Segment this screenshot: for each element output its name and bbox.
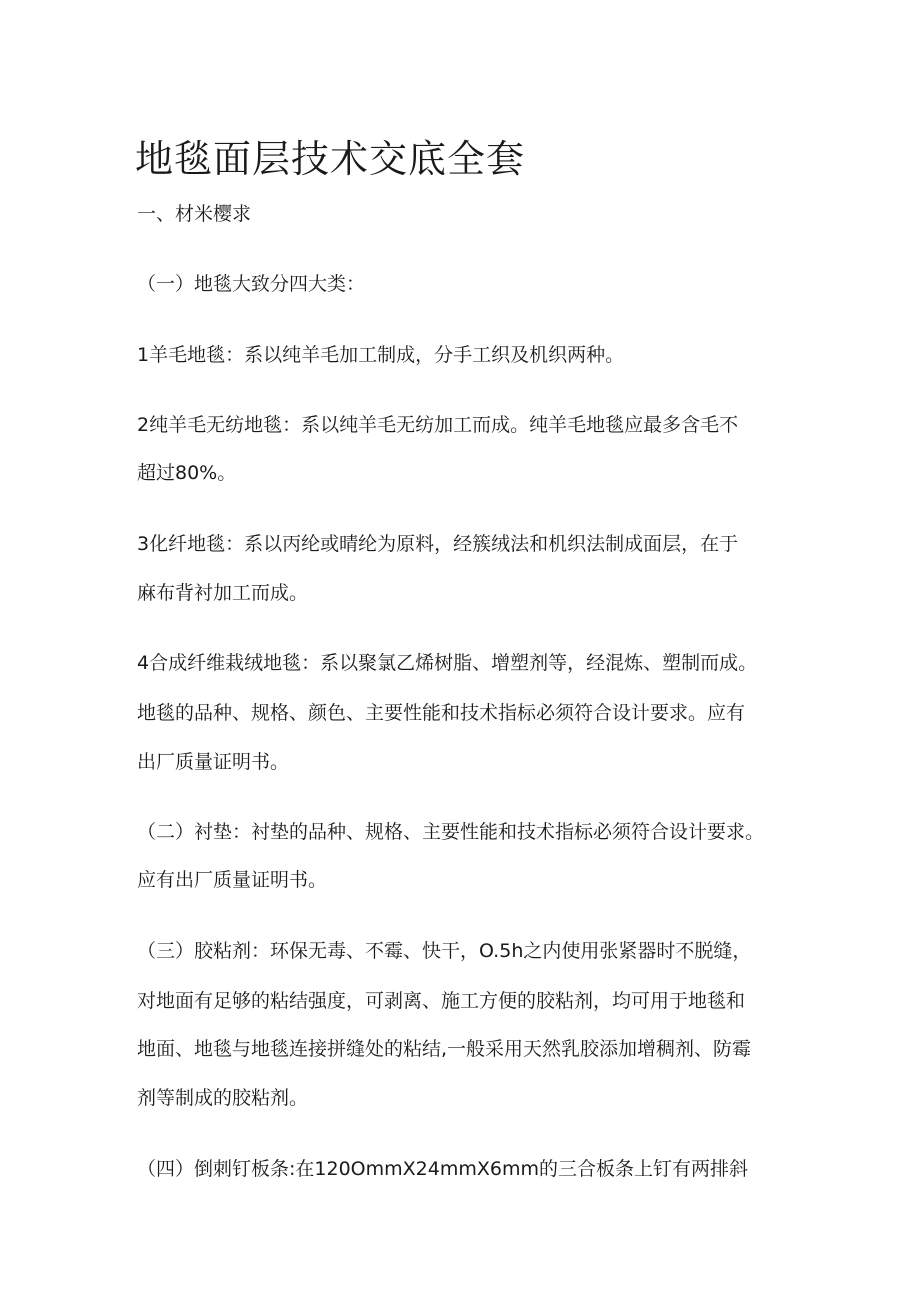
- item-2-text-line-2: 超过80%。: [137, 462, 237, 484]
- subsection-3-line-2: 对地面有足够的粘结强度，可剥离、施工方便的胶粘剂，均可用于地毯和: [137, 990, 746, 1012]
- section-heading: 一、材米樱求: [137, 203, 252, 225]
- subsection-3-line-3: 地面、地毯与地毯连接拼缝处的粘结,一般采用天然乳胶添加增稠剂、防霉: [137, 1038, 752, 1060]
- item-4-text-line-2: 地毯的品种、规格、颜色、主要性能和技术指标必须符合设计要求。应有: [137, 702, 746, 724]
- item-4-text-line-1: 4合成纤维栽绒地毯：系以聚氯乙烯树脂、增塑剂等，经混炼、塑制而成。: [137, 652, 758, 674]
- subsection-1-heading: （一）地毯大致分四大类：: [137, 273, 366, 295]
- subsection-3-line-4: 剂等制成的胶粘剂。: [137, 1087, 309, 1109]
- item-3-text-line-2: 麻布背衬加工而成。: [137, 582, 309, 604]
- subsection-3-line-1: （三）胶粘剂：环保无毒、不霉、快干，O.5h之内使用张紧器时不脱缝，: [137, 940, 752, 962]
- subsection-2-line-1: （二）衬垫：衬垫的品种、规格、主要性能和技术指标必须符合设计要求。: [137, 821, 765, 843]
- document-title: 地毯面层技术交底全套: [135, 137, 526, 181]
- item-3-text-line-1: 3化纤地毯：系以丙纶或晴纶为原料，经簇绒法和机织法制成面层，在于: [137, 533, 739, 555]
- item-4-text-line-3: 出厂质量证明书。: [137, 751, 290, 773]
- item-2-text-line-1: 2纯羊毛无纺地毯：系以纯羊毛无纺加工而成。纯羊毛地毯应最多含毛不: [137, 414, 739, 436]
- item-1-text: 1羊毛地毯：系以纯羊毛加工制成，分手工织及机织两种。: [137, 344, 625, 366]
- subsection-4-line-1: （四）倒刺钉板条:在120OmmX24mmX6mm的三合板条上钉有两排斜: [137, 1158, 748, 1180]
- subsection-2-line-2: 应有出厂质量证明书。: [137, 869, 328, 891]
